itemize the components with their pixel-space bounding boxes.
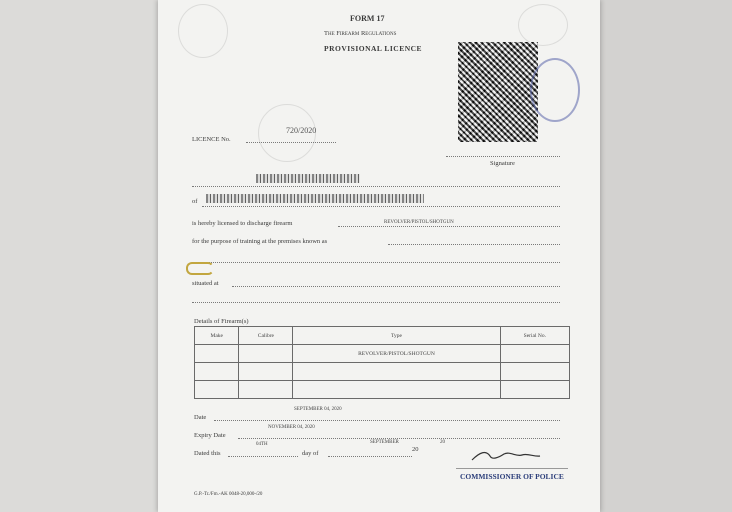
- firearm-line: [338, 226, 560, 227]
- day-value: 04TH: [256, 442, 268, 447]
- situated-line: [232, 286, 560, 287]
- cell-type: [293, 363, 500, 381]
- cell-make: [195, 345, 239, 363]
- licence-number-label: LICENCE No.: [192, 136, 231, 143]
- table-row: [195, 381, 570, 399]
- day-of-label: day of: [302, 450, 319, 457]
- cell-make: [195, 363, 239, 381]
- cell-calibre: [239, 381, 293, 399]
- table-row: [195, 363, 570, 381]
- cell-calibre: [239, 345, 293, 363]
- background-right: [600, 0, 732, 512]
- cell-serial: [500, 381, 569, 399]
- official-stamp: [530, 58, 580, 122]
- commissioner-signature: [470, 448, 542, 464]
- firearm-details-table: [194, 326, 570, 399]
- header-type: Type: [293, 327, 500, 345]
- document-title: PROVISIONAL LICENCE: [324, 44, 423, 53]
- month-line: [328, 456, 412, 457]
- faint-emblem-left: [178, 4, 228, 58]
- dated-label: Dated this: [194, 450, 221, 457]
- redacted-name: [256, 174, 360, 183]
- cell-calibre: [239, 363, 293, 381]
- header-serial: Serial No.: [500, 327, 569, 345]
- footer-code: G.P.-Tr./Fm.-AK 0048-20,000-/20: [194, 492, 263, 497]
- signature-line: [446, 156, 560, 157]
- date-line: [214, 420, 560, 421]
- hereby-text: is hereby licensed to discharge firearm: [192, 220, 293, 227]
- background-left: [0, 0, 158, 512]
- licence-number-line: [246, 142, 336, 143]
- faint-emblem-right: [518, 4, 568, 46]
- signature-label: Signature: [490, 160, 515, 167]
- premises-line: [388, 244, 560, 245]
- situated-label: situated at: [192, 280, 219, 287]
- details-label: Details of Firearm(s): [194, 318, 249, 325]
- expiry-value: NOVEMBER 04, 2020: [268, 425, 315, 430]
- cell-make: [195, 381, 239, 399]
- cell-type: REVOLVER/PISTOL/SHOTGUN: [293, 345, 500, 363]
- purpose-text: for the purpose of training at the premises known as: [192, 238, 328, 245]
- cell-serial: [500, 363, 569, 381]
- of-label: of: [192, 198, 198, 205]
- header-make: Make: [195, 327, 239, 345]
- table-header-row: [195, 327, 570, 345]
- year-value: 20: [440, 440, 445, 445]
- commissioner-signature-line: [456, 468, 568, 469]
- licence-number-value: 720/2020: [286, 126, 317, 135]
- firearm-type: REVOLVER/PISTOL/SHOTGUN: [384, 220, 454, 225]
- date-label: Date: [194, 414, 207, 421]
- name-line: [192, 186, 560, 187]
- redacted-photo: [458, 42, 538, 142]
- month-value: SEPTEMBER: [370, 440, 399, 445]
- expiry-line: [238, 438, 560, 439]
- regulations-title: The Firearm Regulations: [324, 30, 397, 37]
- form-number: FORM 17: [350, 14, 385, 23]
- licence-document: [158, 0, 600, 512]
- day-line: [228, 456, 298, 457]
- table-row: [195, 345, 570, 363]
- situated-line-2: [192, 302, 560, 303]
- cell-serial: [500, 345, 569, 363]
- header-calibre: Calibre: [239, 327, 293, 345]
- expiry-label: Expiry Date: [194, 432, 226, 439]
- premises-line-2: [192, 262, 560, 263]
- cell-type: [293, 381, 500, 399]
- redacted-address: [206, 194, 424, 203]
- year-prefix: 20: [412, 446, 419, 453]
- commissioner-title: COMMISSIONER OF POLICE: [460, 472, 564, 481]
- paper-clip: [186, 262, 214, 275]
- date-value: SEPTEMBER 04, 2020: [294, 407, 342, 412]
- address-line: [202, 206, 560, 207]
